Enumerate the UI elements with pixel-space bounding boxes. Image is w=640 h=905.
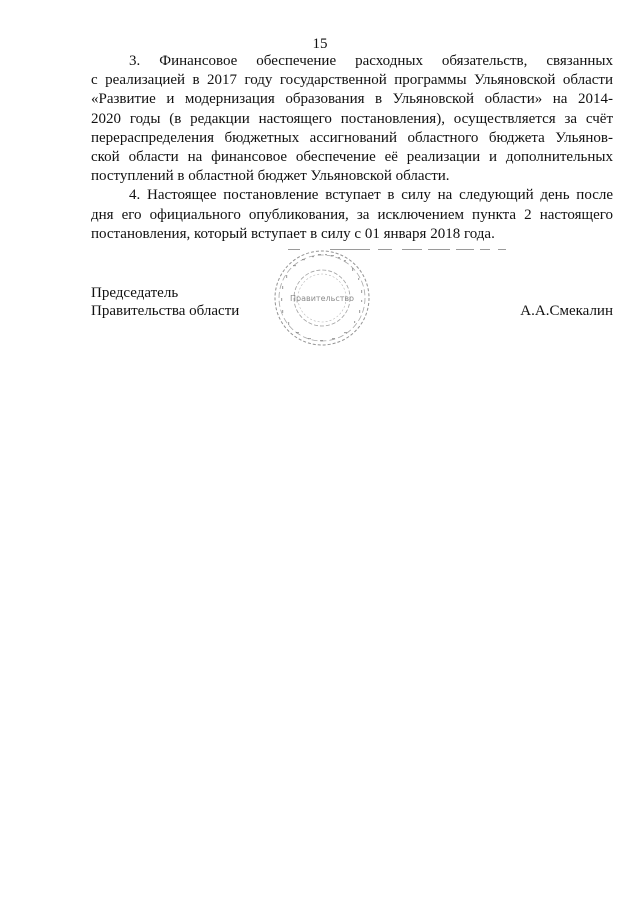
- text-line: поступлений в областной бюджет Ульяновской области.: [91, 168, 450, 185]
- paragraph-3: [91, 52, 613, 186]
- paragraph-4: [91, 186, 613, 244]
- position-line-2: Правительства области: [91, 303, 240, 319]
- text-line: с реализацией в 2017 году государственной программы Ульяновской области: [91, 72, 613, 89]
- text-line: 4. Настоящее постановление вступает в силу на следующий день после: [129, 187, 613, 204]
- official-seal-icon: [272, 248, 372, 348]
- position-line-1: Председатель: [91, 285, 179, 301]
- signatory-position: [91, 284, 239, 320]
- document-body: [91, 52, 613, 244]
- text-line: дня его официального опубликования, за исключением пункта 2 настоящего: [91, 206, 613, 223]
- text-line: постановления, который вступает в силу с 01 января 2018 года.: [91, 225, 495, 242]
- text-line: перераспределения бюджетных ассигнований областного бюджета Ульянов-: [91, 129, 613, 146]
- text-line: 3. Финансовое обеспечение расходных обязательств, связанных: [129, 53, 613, 69]
- signatory-name: А.А.Смекалин: [520, 303, 613, 319]
- text-line: ской области на финансовое обеспечение её реализации и дополнительных: [91, 149, 613, 166]
- text-line: 2020 годы (в редакции настоящего постановления), осуществляется за счёт: [91, 110, 613, 127]
- text-line: «Развитие и модернизация образования в Ульяновской области» на 2014-: [91, 91, 613, 108]
- seal-center-text: Правительство: [290, 294, 354, 303]
- page-number: 15: [312, 36, 328, 52]
